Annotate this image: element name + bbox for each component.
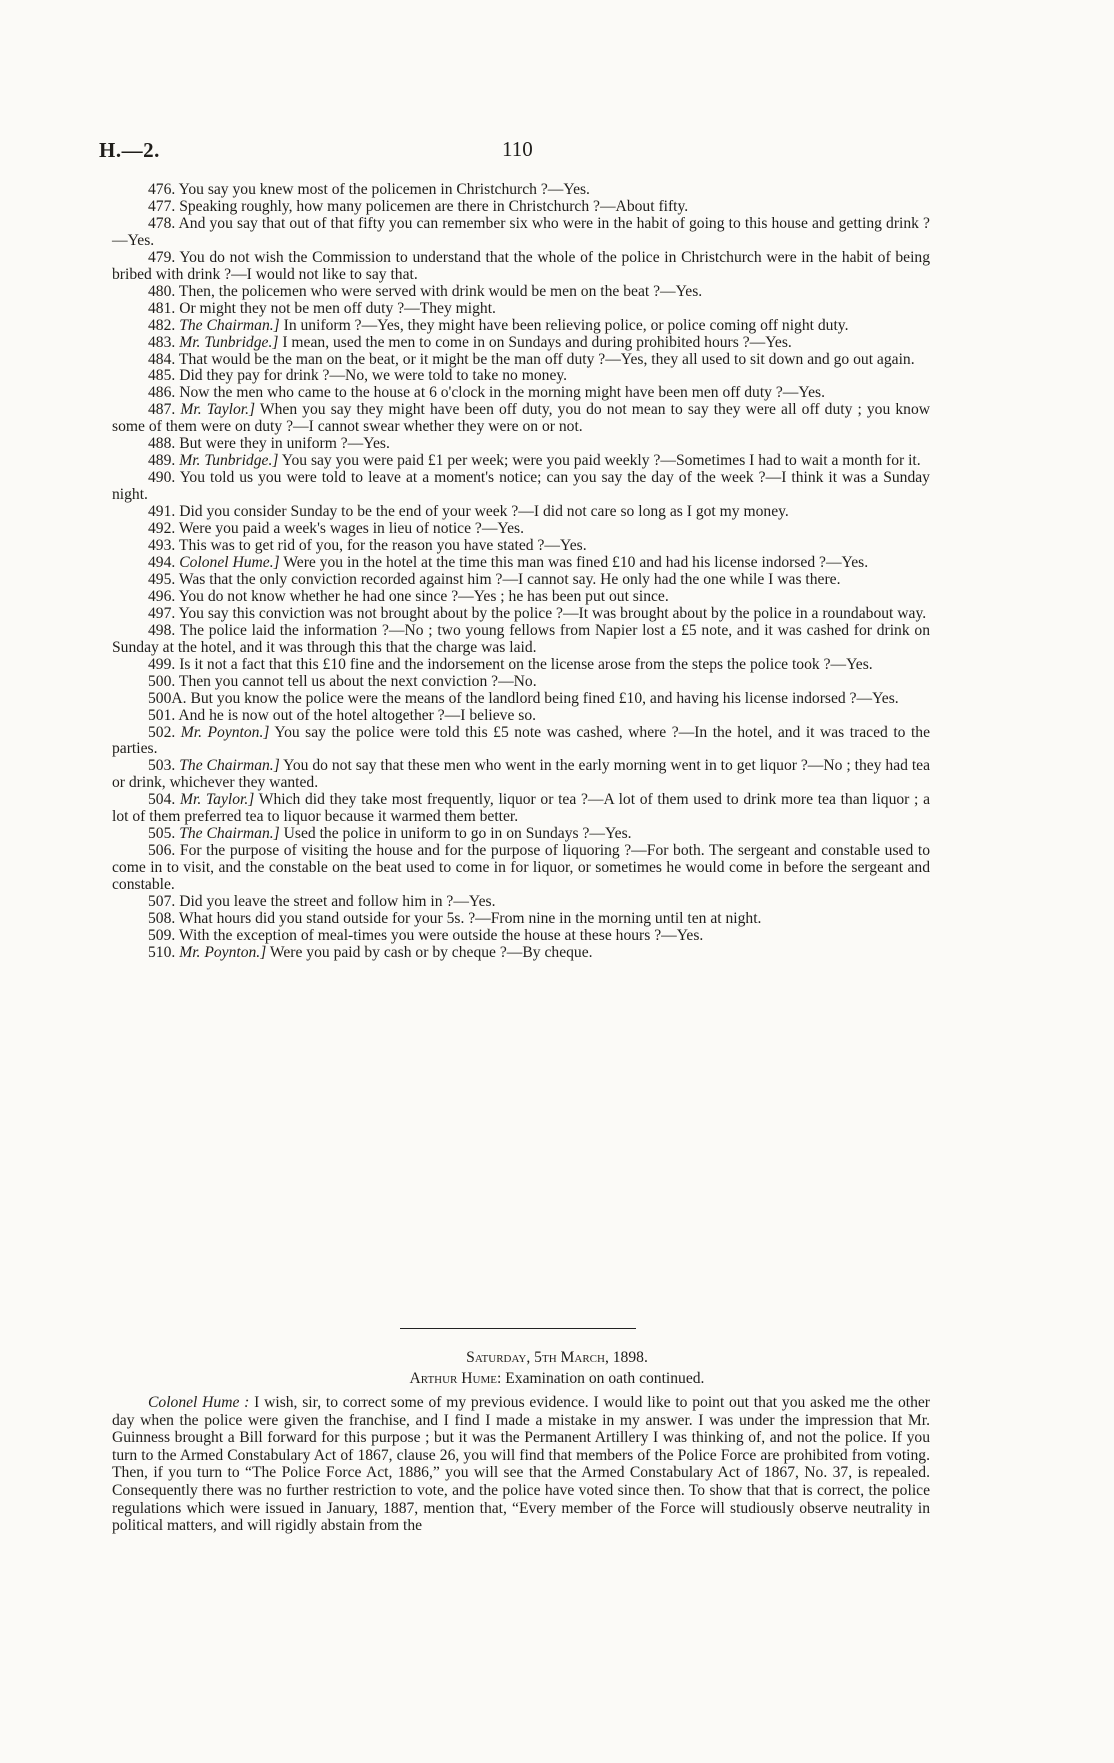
- question-text: Did you consider Sunday to be the end of your week ?—I did not care so long as I got my money.: [179, 503, 789, 521]
- question-number: 476.: [148, 181, 176, 198]
- question-text: Were you paid a week's wages in lieu of notice ?—Yes.: [178, 520, 525, 538]
- question-number: 503.: [148, 757, 176, 775]
- question-number: 509.: [148, 926, 176, 944]
- question-text: You say you knew most of the policemen in Christchurch ?—Yes.: [178, 181, 590, 198]
- qa-entry: [112, 589, 930, 606]
- speaker-name: The Chairman.]: [179, 757, 280, 775]
- question-text: But you know the police were the means of the landlord being fined £10, and having his license indorsed ?—Yes.: [190, 689, 899, 707]
- qa-entry: [112, 385, 930, 402]
- question-number: 487.: [148, 401, 176, 419]
- qa-entry: [112, 402, 930, 436]
- question-text: Was that the only conviction recorded against him ?—I cannot say. He only had the one while I was there.: [178, 570, 841, 588]
- qa-entry: [112, 928, 930, 945]
- qa-entry: [112, 894, 930, 911]
- qa-entry: [112, 725, 930, 759]
- question-text: Then, the policemen who were served with drink would be men on the beat ?—Yes.: [178, 282, 703, 300]
- question-text: You say you were paid £1 per week; were you paid weekly ?—Sometimes I had to wait a month for it.: [281, 452, 921, 470]
- question-number: 483.: [148, 333, 176, 351]
- question-text: What hours did you stand outside for your 5s. ?—From nine in the morning until ten at night.: [178, 909, 762, 927]
- question-text: You do not know whether he had one since ?—Yes ; he has been put out since.: [178, 587, 669, 605]
- question-text: In uniform ?—Yes, they might have been relieving police, or police coming off night duty.: [283, 316, 849, 334]
- question-number: 500.: [148, 672, 176, 690]
- question-text: When you say they might have been off duty, you do not mean to say they were all off duty ; you know some of them were on duty ?—I cannot swear whether they were on or not.: [112, 401, 930, 436]
- question-text: With the exception of meal-times you were outside the house at these hours ?—Yes.: [178, 926, 704, 944]
- qa-entry: [112, 250, 930, 284]
- witness-statement: [112, 1394, 930, 1535]
- speaker-name: Mr. Tunbridge.]: [179, 333, 279, 351]
- question-text: You say this conviction was not brought about by the police ?—It was brought about by the police in a roundabout way.: [178, 604, 927, 622]
- speaker-name: Mr. Tunbridge.]: [179, 452, 279, 470]
- question-text: The police laid the information ?—No ; two young fellows from Napier lost a £5 note, and it was cashed for drink on Sunday at the hotel, and it was through this that the charge was laid.: [112, 621, 930, 656]
- question-text: Is it not a fact that this £10 fine and the indorsement on the license arose from the steps the police took ?—Yes.: [179, 655, 873, 673]
- question-number: 488.: [148, 435, 176, 453]
- qa-entry: [112, 318, 930, 335]
- question-number: 493.: [148, 537, 176, 555]
- question-number: 481.: [148, 299, 176, 317]
- question-number: 510.: [148, 943, 176, 961]
- section-divider: [400, 1328, 636, 1329]
- question-text: Did you leave the street and follow him in ?—Yes.: [179, 893, 496, 911]
- qa-entry: [112, 352, 930, 369]
- statement-paragraph: [112, 1394, 930, 1535]
- question-number: 496.: [148, 587, 176, 605]
- question-text: You do not say that these men who went in the early morning went in to get liquor ?—No ; they had tea or drink, whichever they wanted.: [112, 757, 931, 792]
- page-number: 110: [502, 137, 533, 161]
- question-number: 480.: [148, 282, 176, 300]
- speaker-name: Mr. Taylor.]: [180, 791, 255, 809]
- question-number: 491.: [148, 503, 176, 521]
- question-text: For the purpose of visiting the house and for the purpose of liquoring ?—For both. The sergeant and constable used to come in to visit, and the constable on the beat used to come in for liquor, or sometimes he would come in before the sergeant and constable.: [112, 842, 930, 894]
- document-reference: H.—2.: [99, 138, 160, 162]
- question-text: Were you paid by cash or by cheque ?—By cheque.: [269, 943, 593, 961]
- question-number: 506.: [148, 842, 176, 860]
- question-text: You say the police were told this £5 note was cashed, where ?—In the hotel, and it was traced to the parties.: [112, 723, 930, 758]
- question-text: Which did they take most frequently, liquor or tea ?—A lot of them used to drink more tea than liquor ; a lot of them preferred tea to liquor because it warmed them better.: [112, 791, 930, 826]
- qa-entry: [112, 453, 930, 470]
- session-date: Saturday, 5th March, 1898.: [466, 1349, 648, 1366]
- question-text: I mean, used the men to come in on Sundays and during prohibited hours ?—Yes.: [282, 333, 792, 351]
- witness-line: [0, 1370, 1114, 1388]
- question-number: 495.: [148, 570, 176, 588]
- question-text: And he is now out of the hotel altogether ?—I believe so.: [178, 706, 537, 724]
- qa-entry: [112, 843, 930, 894]
- question-text: You do not wish the Commission to understand that the whole of the police in Christchurch were in the habit of being bribed with drink ?—I would not like to say that.: [112, 248, 930, 283]
- qa-entry: [112, 436, 930, 453]
- question-text: That would be the man on the beat, or it might be the man off duty ?—Yes, they all used to sit down and go out again.: [178, 350, 915, 368]
- question-number: 485.: [148, 367, 176, 385]
- question-number: 482.: [148, 316, 176, 334]
- question-number: 497.: [148, 604, 176, 622]
- qa-entry: [112, 792, 930, 826]
- question-text: Used the police in uniform to go in on Sundays ?—Yes.: [283, 825, 632, 843]
- speaker-name: The Chairman.]: [179, 825, 280, 843]
- statement-speaker: Colonel Hume :: [148, 1394, 250, 1411]
- qa-entry: [112, 368, 930, 385]
- qa-entry: [112, 335, 930, 352]
- qa-entry: [112, 470, 930, 504]
- question-number: 508.: [148, 909, 176, 927]
- qa-entry: [112, 504, 930, 521]
- question-number: 498.: [148, 621, 176, 639]
- speaker-name: Mr. Taylor.]: [180, 401, 256, 419]
- question-number: 507.: [148, 893, 176, 911]
- question-number: 492.: [148, 520, 176, 538]
- qa-entry: [112, 623, 930, 657]
- qa-entry: [112, 674, 930, 691]
- question-number: 494.: [148, 553, 176, 571]
- speaker-name: The Chairman.]: [179, 316, 280, 334]
- qa-entry: [112, 199, 930, 216]
- question-number: 479.: [148, 248, 176, 266]
- question-number: 500A.: [148, 689, 187, 707]
- qa-entry: [112, 691, 930, 708]
- question-text: Speaking roughly, how many policemen are there in Christchurch ?—About fifty.: [179, 197, 689, 215]
- question-number: 486.: [148, 384, 176, 402]
- speaker-name: Mr. Poynton.]: [179, 943, 267, 961]
- qa-entry: [112, 911, 930, 928]
- qa-entry: [112, 572, 930, 589]
- question-number: 490.: [148, 469, 176, 487]
- question-number: 505.: [148, 825, 176, 843]
- witness-name: Arthur Hume: [409, 1370, 498, 1387]
- qa-entry: [112, 708, 930, 725]
- question-number: 504.: [148, 791, 176, 809]
- qa-entry: [112, 555, 930, 572]
- question-answer-list: [112, 182, 930, 962]
- question-number: 478.: [148, 214, 176, 232]
- qa-entry: [112, 758, 930, 792]
- question-number: 499.: [148, 655, 176, 673]
- question-text: Were you in the hotel at the time this man was fined £10 and had his license indorsed ?—Yes.: [283, 553, 869, 571]
- question-text: Now the men who came to the house at 6 o'clock in the morning might have been men off duty ?—Yes.: [179, 384, 825, 402]
- qa-entry: [112, 538, 930, 555]
- qa-entry: [112, 521, 930, 538]
- question-text: Did they pay for drink ?—No, we were told to take no money.: [179, 367, 568, 385]
- qa-entry: [112, 606, 930, 623]
- question-text: And you say that out of that fifty you can remember six who were in the habit of going to this house and getting drink ?—Yes.: [112, 214, 930, 249]
- question-text: Then you cannot tell us about the next conviction ?—No.: [178, 672, 537, 690]
- qa-entry: [112, 657, 930, 674]
- speaker-name: Colonel Hume.]: [179, 553, 280, 571]
- question-number: 502.: [148, 723, 176, 741]
- qa-entry: [112, 826, 930, 843]
- qa-entry: [112, 182, 930, 199]
- question-text: You told us you were told to leave at a moment's notice; can you say the day of the week ?—I think it was a Sunday night.: [112, 469, 930, 504]
- witness-suffix: : Examination on oath continued.: [497, 1370, 705, 1387]
- question-text: But were they in uniform ?—Yes.: [179, 435, 390, 453]
- question-number: 484.: [148, 350, 176, 368]
- question-number: 489.: [148, 452, 176, 470]
- qa-entry: [112, 216, 930, 250]
- question-number: 501.: [148, 706, 176, 724]
- statement-text: I wish, sir, to correct some of my previous evidence. I would like to point out that you asked me the other day when the police were given the franchise, and I find I made a mistake in my answer. I was under the impression that Mr. Guinness brought a Bill forward for this purpose ; but it was the Permanent Artillery I was thinking of, and not the police. If you turn to the Armed Constabulary Act of 1867, clause 26, you will find that members of the Police Force are prohibited from voting. Then, if you turn to “The Police Force Act, 1886,” you will see that the Armed Constabulary Act of 1867, No. 37, is repealed. Consequently there was no further restriction to vote, and the police have voted since then. To show that that is correct, the police regulations which were issued in January, 1887, mention that, “Every member of the Force will studiously observe neutrality in political matters, and will rigidly abstain from the: [112, 1394, 931, 1535]
- question-text: Or might they not be men off duty ?—They might.: [179, 299, 496, 317]
- qa-entry: [112, 945, 930, 962]
- qa-entry: [112, 301, 930, 318]
- speaker-name: Mr. Poynton.]: [180, 723, 270, 741]
- question-number: 477.: [148, 197, 176, 215]
- question-text: This was to get rid of you, for the reason you have stated ?—Yes.: [178, 537, 587, 555]
- qa-entry: [112, 284, 930, 301]
